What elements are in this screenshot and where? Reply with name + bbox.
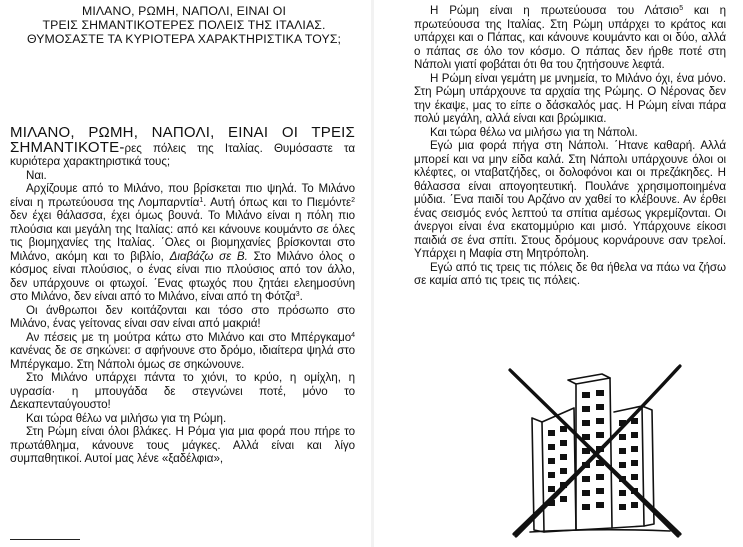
page-heading: [14, 4, 354, 46]
milan-text: .: [299, 290, 303, 303]
milan-paragraph-1: [10, 182, 355, 304]
heading-line: ΜΙΛΑΝΟ, ΡΩΜΗ, ΝΑΠΟΛΙ, ΕΙΝΑΙ ΟΙ: [82, 4, 286, 18]
right-page: [374, 0, 743, 547]
rome-paragraph-1: Στη Ρώμη είναι όλοι βλάκες. Η Ρόμα για μια φορά που πήρε το πρωτάθλημα, κάνουνε τους μάγκες. Αλλά είναι και λίγο συμπαθητικοί. Αυτοί μας λένε «ξαδέλφια»,: [10, 425, 355, 465]
rome-paragraph-3: Η Ρώμη είναι γεμάτη με μνημεία, το Μιλάνο όχι, ένα μόνο. Στη Ρώμη υπάρχουνε τα αρχαία της Ρώμης. Ο Νέρονας δεν την έκαψε, μας το είπε ο δάσκαλός μας. Η Ρώμη είναι πάρα πολύ μεγάλη, αλλά είναι και βρώμικια.: [414, 71, 726, 125]
rome-intro: Και τώρα θέλω να μιλήσω για τη Ρώμη.: [26, 411, 227, 425]
naples-intro: Και τώρα θέλω να μιλήσω για τη Νάπολι.: [430, 125, 638, 139]
milan-paragraph-4: Στο Μιλάνο υπάρχει πάντα το χιόνι, το κρύο, η ομίχλη, η υγρασία· η μπουγάδα δε στεγνώνει ποτέ, μόνο το Δεκαπενταύγουστο!: [10, 371, 355, 411]
milan-paragraph-2: Οι άνθρωποι δεν κοιτάζονται και τόσο στο πρόσωπο στο Μιλάνο, ένας γείτονας είναι σαν είναι από μακριά!: [10, 303, 355, 330]
footnote-marker: 2: [351, 196, 355, 204]
right-column-text: [414, 4, 726, 288]
left-column-text: [10, 126, 355, 466]
intro-paragraph: [10, 126, 355, 169]
heading-line: ΘΥΜΟΣΑΣΤΕ ΤΑ ΚΥΡΙΟΤΕΡΑ ΧΑΡΑΚΤΗΡΙΣΤΙΚΑ ΤΟΥΣ;: [26, 32, 342, 46]
milan-paragraph-3: [10, 331, 355, 372]
intro-rest: ρες πόλεις της Ιταλίας. Θυμόσαστε τα κυριότερα χαρακτηριστικά τους;: [10, 141, 355, 168]
naples-paragraph-1: Εγώ μια φορά πήγα στη Νάπολι. ΄Ητανε καθαρή. Αλλά μπορεί και να μην είδα καλά. Στη Νάπολι υπάρχουνε όλοι οι κλέφτες, οι νταβατζήδες, οι δολοφόνοι και οι πρεζάκηδες. Η θάλασσα είναι απογοητευτική. Πουλάνε χρησιμοποιημένα μύδια. ΄Ενα παιδί του Αρζάνο αν χαθεί το κλέβουνε. Αν έρθει ένας σεισμός ενός λεπτού τα σπίτια αμέσως γκρεμίζονται. Οι άνεργοι είναι ένα εκατομμύριο και μισό. Υπάρχουνε είκοσι παιδιά σε ένα σπίτι. Στους δρόμους κορνάρουνε σαν τρελοί. Υπάρχει η Μαφία στη Μητρόπολη.: [414, 139, 726, 260]
rome-text: Η Ρώμη είναι η πρωτεύουσα του Λάτσιο: [430, 4, 680, 17]
milan-text: κανένας δε σε σηκώνει: σ αφήνουνε στο δρόμο, ιδιαίτερα ψηλά στο Μπέργκαμο. Στη Νάπολι όμως σε σηκώνουνε.: [10, 344, 355, 371]
crossed-out-buildings-sketch-icon: [502, 360, 692, 540]
closing-paragraph: Εγώ από τις τρεις τις πόλεις δε θα ήθελα να πάω να ζήσω σε καμία από τις τρεις τις πόλεις.: [414, 260, 726, 287]
heading-line: ΤΡΕΙΣ ΣΗΜΑΝΤΙΚΟΤΕΡΕΣ ΠΟΛΕΙΣ ΤΗΣ ΙΤΑΛΙΑΣ.: [42, 18, 326, 32]
rome-text: και η πρωτεύουσα της Ιταλίας. Στη Ρώμη υπάρχει το κράτος και υπάρχει και ο Πάπας, και κάνουνε κουμάντο και οι δύο, αλλά ο πάπας σε όλο τον κόσμο. Ο πάπας δεν ήρθε ποτέ στη Νάπολι γιατί φοβάται ότι θα του ζητήσουνε λεφτά.: [414, 4, 727, 71]
intro-caps: ΜΙΛΑΝΟ, ΡΩΜΗ, ΝΑΠΟΛΙ, ΕΙΝΑΙ ΟΙ ΤΡΕΙΣ ΣΗΜΑΝΤΙΚΟΤΕ-: [10, 124, 355, 156]
milan-text: Αν πέσεις με τη μούτρα κάτω στο Μιλάνο και στο Μπέργκαμο: [26, 330, 352, 344]
footnote-marker: 4: [351, 331, 355, 339]
milan-text: Αρχίζουμε από το Μιλάνο, που βρίσκεται πιο ψηλά. Το Μιλάνο είναι η πρωτεύουσα της Λομπαρντία: [10, 182, 355, 209]
answer-paragraph: Ναι.: [26, 168, 47, 182]
footnote-marker: 3: [295, 291, 300, 298]
milan-text: δεν έχει θάλασσα, έχει όμως βουνά. Το Μιλάνο είναι η πόλη πιο πλούσια και μεγάλη της Ιταλίας: από κει κάνουνε κουμάντο σε όλες τις βιομηχανίες της Ιταλίας. ΄Ολες οι βιομηχανίες βρίσκονται στο Μιλάνο, ακόμη και το βιβλίο,: [10, 209, 355, 263]
rome-paragraph-2: [414, 4, 726, 72]
book-title: Διαβάζω σε Β.: [169, 249, 248, 263]
footnote-marker: 5: [679, 5, 684, 12]
footnote-marker: 1: [199, 196, 204, 204]
footnote-divider: [10, 539, 80, 540]
milan-text: . Αυτή όπως και το Πιεμόντε: [203, 195, 352, 209]
milan-text: Στο Μιλάνο όλος ο κόσμος είναι πλούσιος, ο ένας είναι πιο πλούσιος από τον άλλο, δεν υπάρχουνε οι φτωχοί. ΄Ενας φτωχός που ζητάει ελεημοσύνη στο Μιλάνο, δεν είναι από το Μιλάνο, είναι από τη Φότζα: [10, 249, 355, 303]
